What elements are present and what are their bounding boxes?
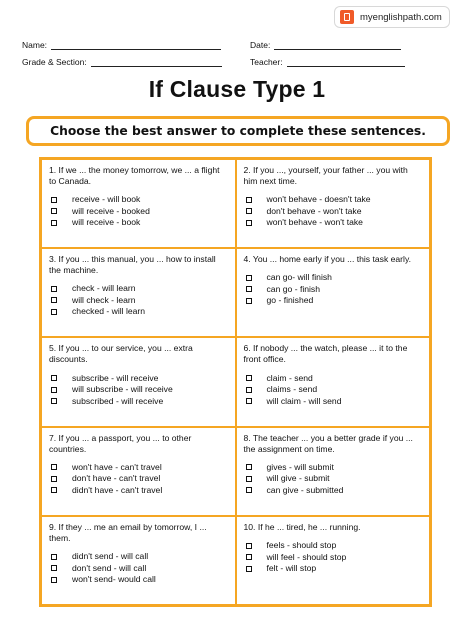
answer-option-label: will give - submit (266, 473, 330, 484)
question-cell (41, 337, 236, 426)
grade-section-field (22, 56, 222, 67)
answer-option-label: won't behave - doesn't take (266, 194, 371, 205)
grade-section-line[interactable] (91, 56, 222, 67)
answer-option-label: won't have - can't travel (72, 461, 162, 472)
answer-option[interactable] (49, 295, 229, 307)
question-cell (41, 159, 236, 248)
answer-option[interactable] (49, 206, 229, 218)
answer-option-label: subscribed - will receive (72, 395, 164, 406)
checkbox-icon[interactable] (246, 554, 252, 560)
answer-option-label: will feel - should stop (266, 551, 347, 562)
question-cell (41, 427, 236, 516)
answer-option-label: go - finished (266, 295, 314, 306)
checkbox-icon[interactable] (246, 298, 252, 304)
checkbox-icon[interactable] (51, 554, 57, 560)
answer-option-label: won't behave - won't take (266, 217, 363, 228)
answer-option[interactable] (244, 206, 424, 218)
answer-option[interactable] (49, 562, 229, 574)
checkbox-icon[interactable] (51, 375, 57, 381)
answer-option-label: don't have - can't travel (72, 473, 161, 484)
answer-option[interactable] (244, 563, 424, 575)
grade-section-label: Grade & Section: (22, 57, 87, 67)
answer-option[interactable] (244, 384, 424, 396)
answer-option-label: checked - will learn (72, 306, 146, 317)
answer-option-label: claim - send (266, 372, 313, 383)
name-label: Name: (22, 40, 48, 50)
question-text: 1. If we ... the money tomorrow, we ... a flight to Canada. (49, 165, 220, 186)
checkbox-icon[interactable] (51, 387, 57, 393)
question-text: 2. If you ..., yourself, your father ... you with him next time. (243, 165, 408, 186)
answer-option[interactable] (244, 395, 424, 407)
answer-option[interactable] (244, 217, 424, 229)
brand-badge (334, 6, 450, 28)
question-cell (236, 516, 431, 605)
answer-option-label: feels - should stop (266, 540, 337, 551)
answer-option[interactable] (49, 551, 229, 563)
question-cell (236, 337, 431, 426)
answer-option-label: don't send - will call (72, 562, 147, 573)
instruction-box (26, 116, 450, 146)
question-text: 5. If you ... to our service, you ... extra discounts. (49, 343, 193, 365)
question-cell (41, 516, 236, 605)
question-text: 8. The teacher ... you a better grade if you ... the assignment on time. (243, 432, 413, 454)
checkbox-icon[interactable] (51, 577, 57, 583)
question-text: 7. If you ... a passport, you ... to other countries. (49, 432, 192, 454)
answer-option-label: will claim - will send (266, 395, 342, 406)
answer-option[interactable] (49, 194, 229, 206)
answer-option-label: will check - learn (72, 294, 136, 305)
worksheet-title: If Clause Type 1 (148, 76, 326, 102)
answer-option[interactable] (49, 485, 229, 497)
checkbox-icon[interactable] (246, 566, 252, 572)
checkbox-icon[interactable] (246, 543, 252, 549)
brand-text: myenglishpath.com (360, 11, 442, 23)
answer-option[interactable] (244, 194, 424, 206)
checkbox-icon[interactable] (51, 398, 57, 404)
checkbox-icon[interactable] (51, 220, 57, 226)
checkbox-icon[interactable] (51, 476, 57, 482)
name-line[interactable] (51, 39, 221, 50)
checkbox-icon[interactable] (246, 464, 252, 470)
checkbox-icon[interactable] (246, 220, 252, 226)
checkbox-icon[interactable] (246, 375, 252, 381)
answer-option-label: will receive - booked (72, 205, 150, 216)
answer-option[interactable] (49, 372, 229, 384)
answer-option[interactable] (49, 306, 229, 318)
answer-option-label: don't behave - won't take (266, 205, 362, 216)
checkbox-icon[interactable] (51, 309, 57, 315)
question-cell (236, 159, 431, 248)
answer-option[interactable] (49, 574, 229, 586)
answer-option-label: won't send- would call (72, 574, 156, 585)
question-cell (236, 248, 431, 337)
questions-grid (39, 157, 432, 607)
checkbox-icon[interactable] (246, 286, 252, 292)
answer-option[interactable] (49, 217, 229, 229)
answer-option[interactable] (244, 540, 424, 552)
checkbox-icon[interactable] (246, 197, 252, 203)
question-text: 3. If you ... this manual, you ... how to install the machine. (49, 254, 216, 276)
answer-option-label: can go- will finish (266, 272, 332, 283)
answer-option-label: will receive - book (72, 217, 141, 228)
answer-option[interactable] (49, 395, 229, 407)
answer-option-label: check - will learn (72, 283, 136, 294)
question-text: 4. You ... home early if you ... this task early. (243, 254, 412, 265)
answer-option[interactable] (49, 473, 229, 485)
date-line[interactable] (274, 39, 401, 50)
checkbox-icon[interactable] (246, 208, 252, 214)
answer-option[interactable] (244, 284, 424, 296)
answer-option-label: felt - will stop (266, 563, 317, 574)
checkbox-icon[interactable] (51, 565, 57, 571)
name-field (22, 39, 221, 50)
checkbox-icon[interactable] (246, 398, 252, 404)
answer-option-label: didn't have - can't travel (72, 484, 163, 495)
question-cell (236, 427, 431, 516)
answer-option[interactable] (244, 473, 424, 485)
teacher-label: Teacher: (250, 57, 283, 67)
answer-option[interactable] (244, 485, 424, 497)
answer-option-label: claims - send (266, 384, 318, 395)
checkbox-icon[interactable] (51, 297, 57, 303)
checkbox-icon[interactable] (246, 387, 252, 393)
checkbox-icon[interactable] (51, 487, 57, 493)
answer-option[interactable] (244, 372, 424, 384)
checkbox-icon[interactable] (246, 487, 252, 493)
checkbox-icon[interactable] (51, 197, 57, 203)
checkbox-icon[interactable] (246, 275, 252, 281)
answer-option[interactable] (49, 384, 229, 396)
answer-option-label: subscribe - will receive (72, 372, 159, 383)
teacher-line[interactable] (287, 56, 405, 67)
answer-option-label: receive - will book (72, 194, 141, 205)
answer-option[interactable] (49, 462, 229, 474)
date-field (250, 39, 401, 50)
answer-option[interactable] (244, 272, 424, 284)
answer-option-label: can go - finish (266, 283, 321, 294)
question-cell (41, 248, 236, 337)
answer-option[interactable] (244, 551, 424, 563)
answer-option-label: didn't send - will call (72, 551, 149, 562)
checkbox-icon[interactable] (51, 464, 57, 470)
teacher-field (250, 56, 405, 67)
answer-option-label: will subscribe - will receive (72, 384, 173, 395)
question-text: 9. If they ... me an email by tomorrow, I ... them. (49, 521, 207, 543)
date-label: Date: (250, 40, 271, 50)
document-icon (340, 10, 354, 24)
question-text: 10. If he ... tired, he ... running. (243, 521, 361, 532)
answer-option[interactable] (244, 295, 424, 307)
checkbox-icon[interactable] (51, 208, 57, 214)
answer-option[interactable] (244, 462, 424, 474)
question-text: 6. If nobody ... the watch, please ... it to the front office. (243, 343, 408, 365)
checkbox-icon[interactable] (51, 286, 57, 292)
answer-option-label: gives - will submit (266, 461, 334, 472)
instruction-text: Choose the best answer to complete these sentences. (50, 124, 426, 138)
answer-option[interactable] (49, 283, 229, 295)
checkbox-icon[interactable] (246, 476, 252, 482)
answer-option-label: can give - submitted (266, 484, 344, 495)
